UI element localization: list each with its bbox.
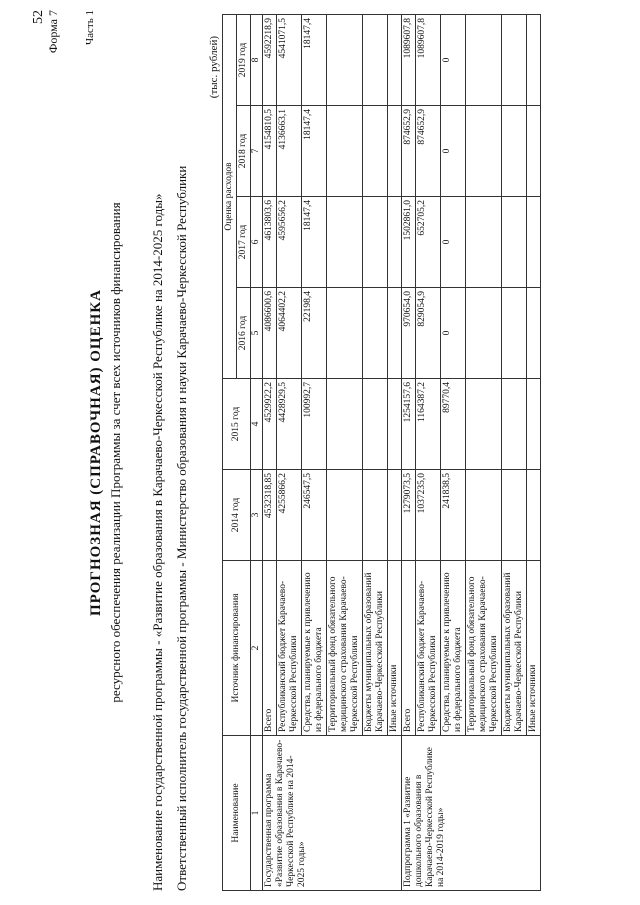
source-cell: Территориальный фонд обязательного медицинского страхования Карачаево-Черкесской Республики <box>466 561 502 736</box>
table-body <box>263 15 541 891</box>
source-cell: Всего <box>402 561 416 736</box>
value-cell: 1254157,6 <box>402 379 416 470</box>
value-cell: 970654,0 <box>402 288 416 379</box>
value-cell <box>502 288 527 379</box>
value-cell: 874652,9 <box>402 106 416 197</box>
value-cell: 4255866,2 <box>277 470 302 561</box>
value-cell: 1164387,2 <box>416 379 441 470</box>
value-cell <box>327 106 363 197</box>
source-cell: Территориальный фонд обязательного медицинского страхования Карачаево-Черкесской Республики <box>327 561 363 736</box>
source-cell: Всего <box>263 561 277 736</box>
value-cell: 18147,4 <box>302 15 327 106</box>
value-cell: 1089607,8 <box>402 15 416 106</box>
table-row <box>263 15 277 891</box>
group-name-cell: Государственная программа «Развитие образования в Карачаево-Черкесской Республике на 2014-2025 годы» <box>263 736 402 891</box>
value-cell <box>527 197 541 288</box>
value-cell <box>502 15 527 106</box>
value-cell <box>466 197 502 288</box>
source-cell: Средства, планируемые к привлечению из федерального бюджета <box>302 561 327 736</box>
page-header-right <box>32 10 60 53</box>
document-subtitle: ресурсного обеспечения реализации Программы за счет всех источников финансирования <box>108 202 123 703</box>
value-cell <box>527 470 541 561</box>
value-cell: 1279073,5 <box>402 470 416 561</box>
column-index: 1 <box>251 736 263 891</box>
value-cell: 4086600,6 <box>263 288 277 379</box>
executor-line: Ответственный исполнитель государственной программы - Министерство образования и науки Карачаево-Черкесской Республики <box>174 165 189 891</box>
part-label: Часть 1 <box>84 10 96 45</box>
value-cell: 18147,4 <box>302 197 327 288</box>
value-cell <box>466 106 502 197</box>
document-title: ПРОГНОЗНАЯ (СПРАВОЧНАЯ) ОЦЕНКА <box>88 289 104 616</box>
page-number: 52 <box>31 10 46 24</box>
value-cell <box>502 470 527 561</box>
value-cell: 241838,5 <box>441 470 466 561</box>
value-cell <box>363 106 388 197</box>
value-cell <box>363 197 388 288</box>
value-cell <box>502 106 527 197</box>
header-name: Наименование <box>223 736 251 891</box>
column-index: 8 <box>251 15 263 106</box>
source-cell: Иные источники <box>527 561 541 736</box>
column-index: 3 <box>251 470 263 561</box>
financing-table <box>222 14 541 891</box>
header-year-2015: 2015 год <box>223 379 251 470</box>
value-cell: 4136663,1 <box>277 106 302 197</box>
form-label: Форма 7 <box>46 10 60 54</box>
column-index: 2 <box>251 561 263 736</box>
value-cell <box>363 379 388 470</box>
table-header <box>223 15 263 891</box>
value-cell <box>363 15 388 106</box>
value-cell: 1037235,0 <box>416 470 441 561</box>
table-row <box>402 15 416 891</box>
value-cell: 4541071,5 <box>277 15 302 106</box>
value-cell: 0 <box>441 288 466 379</box>
value-cell <box>388 379 402 470</box>
value-cell <box>327 15 363 106</box>
source-cell: Иные источники <box>388 561 402 736</box>
value-cell: 4064402,2 <box>277 288 302 379</box>
value-cell <box>527 379 541 470</box>
header-source: Источник финансирования <box>223 561 251 736</box>
value-cell: 1502861,0 <box>402 197 416 288</box>
header-year-2016: 2016 год <box>237 288 251 379</box>
value-cell <box>388 197 402 288</box>
value-cell: 246547,5 <box>302 470 327 561</box>
value-cell: 4428929,5 <box>277 379 302 470</box>
header-year-2014: 2014 год <box>223 470 251 561</box>
value-cell: 829054,9 <box>416 288 441 379</box>
source-cell: Республиканский бюджет Карачаево-Черкесской Республики <box>277 561 302 736</box>
value-cell <box>363 470 388 561</box>
value-cell <box>327 470 363 561</box>
value-cell: 18147,4 <box>302 106 327 197</box>
value-cell: 22198,4 <box>302 288 327 379</box>
source-cell: Средства, планируемые к привлечению из федерального бюджета <box>441 561 466 736</box>
header-year-2019: 2019 год <box>237 15 251 106</box>
value-cell <box>327 197 363 288</box>
unit-label: (тыс. рублей) <box>208 36 220 99</box>
value-cell <box>388 15 402 106</box>
value-cell: 4529922,2 <box>263 379 277 470</box>
source-cell: Бюджеты муниципальных образований Карачаево-Черкесской Республики <box>502 561 527 736</box>
header-year-2018: 2018 год <box>237 106 251 197</box>
column-index: 5 <box>251 288 263 379</box>
column-index: 4 <box>251 379 263 470</box>
header-estimate: Оценка расходов <box>223 15 237 379</box>
value-cell <box>388 106 402 197</box>
value-cell: 89770,4 <box>441 379 466 470</box>
column-index: 6 <box>251 197 263 288</box>
value-cell <box>502 197 527 288</box>
value-cell: 0 <box>441 106 466 197</box>
value-cell: 4532318,85 <box>263 470 277 561</box>
value-cell <box>466 379 502 470</box>
value-cell <box>466 288 502 379</box>
value-cell <box>388 288 402 379</box>
value-cell <box>527 15 541 106</box>
program-name-line: Наименование государственной программы - «Развитие образования в Карачаево-Черкесской Республике на 2014-2025 годы» <box>150 193 165 891</box>
value-cell <box>502 379 527 470</box>
value-cell <box>327 379 363 470</box>
value-cell: 652705,2 <box>416 197 441 288</box>
value-cell <box>466 470 502 561</box>
column-index-row <box>251 15 263 891</box>
value-cell <box>527 288 541 379</box>
value-cell <box>327 288 363 379</box>
value-cell <box>466 15 502 106</box>
source-cell: Республиканский бюджет Карачаево-Черкесской Республики <box>416 561 441 736</box>
value-cell: 4592218,9 <box>263 15 277 106</box>
value-cell <box>363 288 388 379</box>
group-name-cell: Подпрограмма 1 «Развитие дошкольного образования в Карачаево-Черкесской Республике на 2014-2019 годы» <box>402 736 541 891</box>
value-cell: 1089607,8 <box>416 15 441 106</box>
column-index: 7 <box>251 106 263 197</box>
header-year-2017: 2017 год <box>237 197 251 288</box>
value-cell <box>388 470 402 561</box>
value-cell: 0 <box>441 197 466 288</box>
value-cell: 4595656,2 <box>277 197 302 288</box>
value-cell: 4613803,6 <box>263 197 277 288</box>
value-cell: 4154810,5 <box>263 106 277 197</box>
value-cell: 874652,9 <box>416 106 441 197</box>
value-cell: 0 <box>441 15 466 106</box>
value-cell <box>527 106 541 197</box>
source-cell: Бюджеты муниципальных образований Карачаево-Черкесской Республики <box>363 561 388 736</box>
value-cell: 100992,7 <box>302 379 327 470</box>
